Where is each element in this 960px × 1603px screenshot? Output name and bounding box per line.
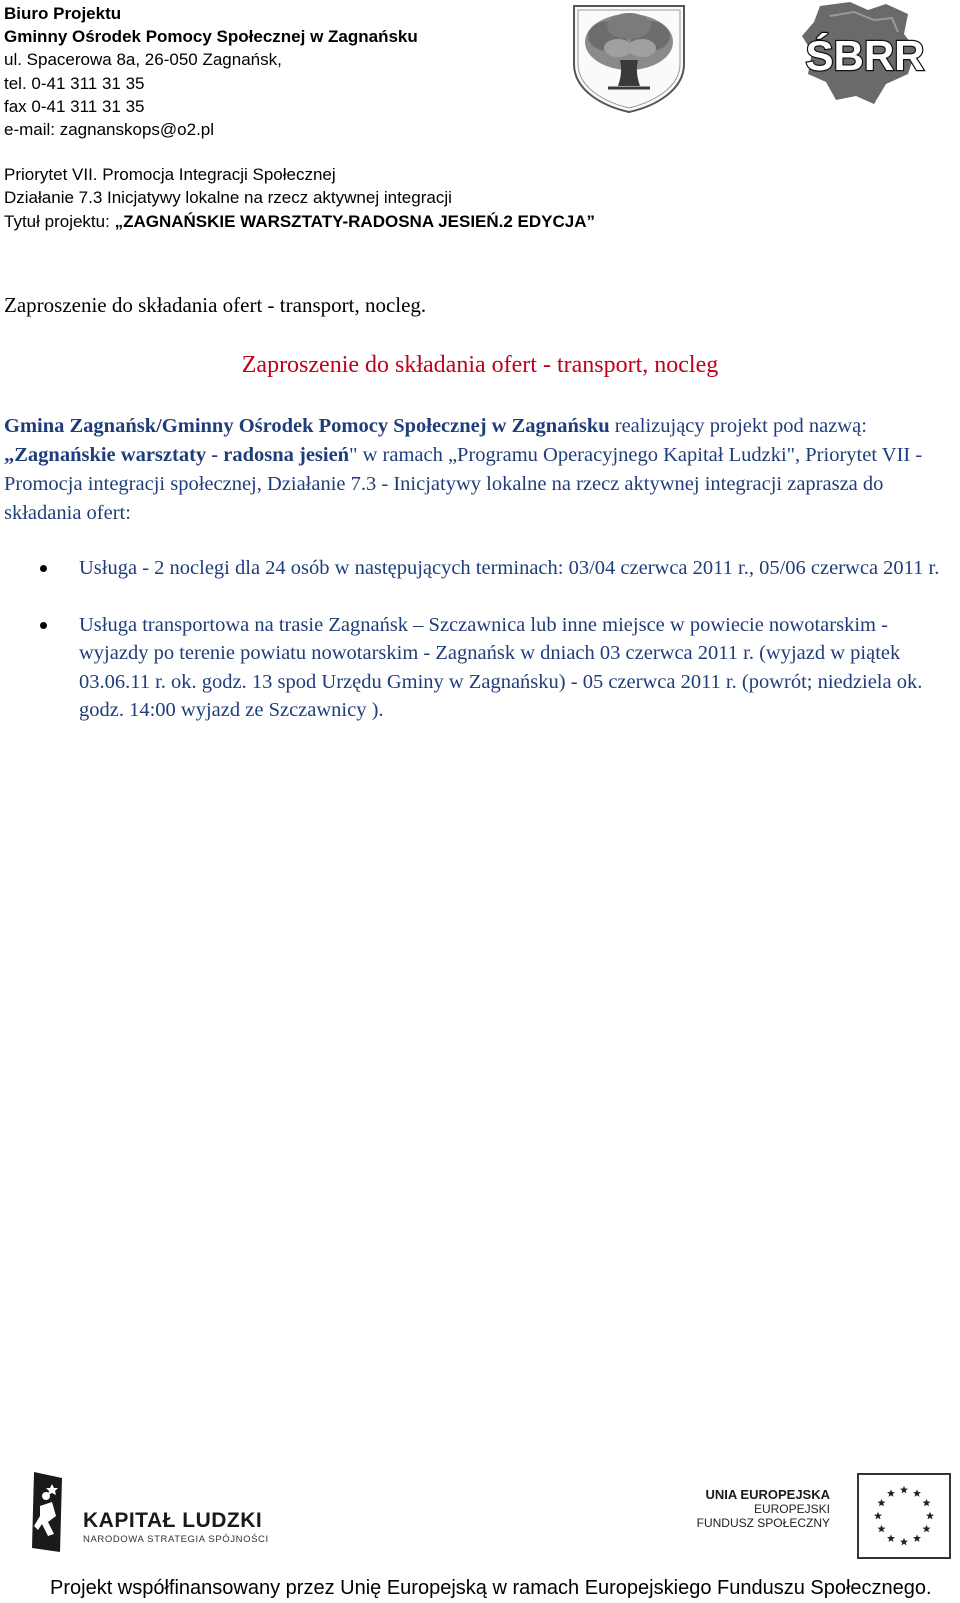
subject-line: Zaproszenie do składania ofert - transport, nocleg. [4, 293, 427, 317]
organization-name: Gmina Zagnańsk/Gminny Ośrodek Pomocy Społecznej w Zagnańsku [4, 415, 610, 437]
sbrr-logo [790, 0, 940, 108]
action-line: Działanie 7.3 Inicjatywy lokalne na rzecz aktywnej integracji [4, 188, 452, 208]
oak-tree-crest-icon [568, 2, 690, 114]
institution-name: Gminny Ośrodek Pomocy Społecznej w Zagnańsku [4, 27, 418, 47]
intro-paragraph [4, 412, 934, 528]
project-name: „Zagnańskie warsztaty - radosna jesień [4, 444, 350, 466]
cofinancing-note: Projekt współfinansowany przez Unię Europejską w ramach Europejskiego Funduszu Społecznego. [50, 1577, 932, 1599]
office-name: Biuro Projektu [4, 4, 122, 23]
priority-line: Priorytet VII. Promocja Integracji Społecznej [4, 165, 336, 185]
header-block [4, 2, 644, 233]
eu-line-2: EUROPEJSKI [753, 1502, 830, 1516]
project-title-prefix: Tytuł projektu: [4, 211, 115, 231]
list-item [0, 554, 940, 583]
list-item-text: Usługa - 2 noclegi dla 24 osób w następujących terminach: 03/04 czerwca 2011 r., 05/06 czerwca 2011 r. [79, 557, 940, 579]
eu-text-block [690, 1487, 830, 1530]
kapital-ludzki-logo [30, 1472, 269, 1562]
footer-logos [0, 1472, 960, 1572]
bullet-dot-icon [40, 565, 47, 572]
intro-text-2: " w ramach „Programu Operacyjnego Kapitał Ludzki", Priorytet VII - Promocja integracji społecznej, Działanie 7.3 - Inicjatywy lokalne na rzecz aktywnej integracji zaprasza do składania ofert: [4, 444, 923, 524]
kapital-ludzki-title: KAPITAŁ LUDZKI [83, 1509, 263, 1532]
bullet-dot-icon [40, 622, 47, 629]
fax-line: fax 0-41 311 31 35 [4, 96, 145, 116]
kapital-ludzki-subtitle: NARODOWA STRATEGIA SPÓJNOŚCI [83, 1534, 269, 1545]
email-line: e-mail: zagnanskops@o2.pl [4, 120, 215, 140]
intro-text-1: realizujący projekt pod nazwą: [609, 415, 867, 437]
address-line: ul. Spacerowa 8a, 26-050 Zagnańsk, [4, 50, 282, 70]
project-title: „ZAGNAŃSKIE WARSZTATY-RADOSNA JESIEŃ.2 EDYCJA” [114, 211, 596, 231]
project-title-line [4, 210, 644, 233]
list-item-text: Usługa transportowa na trasie Zagnańsk – Szczawnica lub inne miejsce w powiecie nowotarskim - wyjazdy po terenie powiatu nowotarskim - Zagnańsk w dniach 03 czerwca 2011 r. (wyjazd w piątek 03.06.11 r. ok. godz. 13 spod Urzędu Gminy w Zagnańsku) - 05 czerwca 2011 r. (powrót; niedziela ok. godz. 14:00 wyjazd ze Szczawnicy ). [79, 613, 923, 721]
phone-line: tel. 0-41 311 31 35 [4, 73, 145, 93]
eu-stars-flag-icon [856, 1472, 952, 1560]
offer-list [0, 554, 940, 725]
eu-line-1: UNIA EUROPEJSKA [705, 1487, 830, 1502]
sbrr-text: ŚBRR [805, 32, 925, 79]
page-title: Zaproszenie do składania ofert - transport, nocleg [241, 352, 719, 378]
list-item [0, 611, 940, 725]
eu-line-3: FUNDUSZ SPOŁECZNY [696, 1516, 830, 1530]
kapital-ludzki-emblem-icon [30, 1472, 66, 1554]
